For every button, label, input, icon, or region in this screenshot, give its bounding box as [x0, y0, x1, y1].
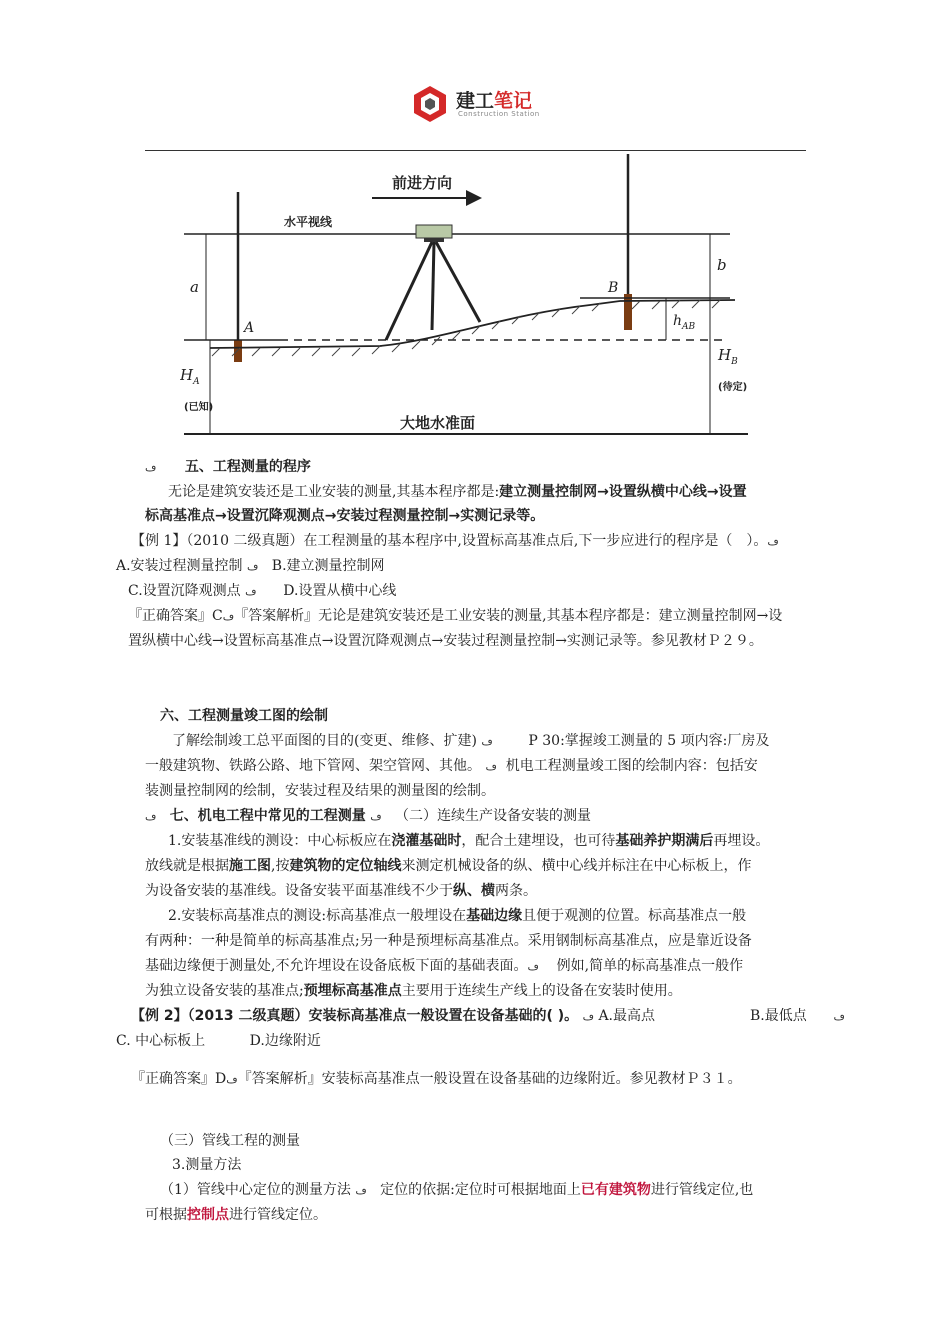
section-6-line2: 一般建筑物、铁路公路、地下管网、架空管网、其他。 ڡ 机电工程测量竣工图的绘制内容：包括安	[145, 758, 758, 774]
logo	[410, 84, 560, 124]
label-b: b	[717, 256, 727, 274]
sight-line-label: 水平视线	[284, 215, 333, 229]
item-2-line3: 基础边缘便于测量处,不允许埋设在设备底板下面的基础表面。ڡ 例如,简单的标高基准点一般作	[145, 958, 744, 974]
marker-icon: ڡ	[527, 960, 539, 973]
section-5-heading-line	[145, 456, 311, 479]
level-instrument	[416, 225, 452, 238]
section-6-heading: 六、工程测量竣工图的绘制	[160, 708, 328, 724]
marker-icon: ڡ	[833, 1010, 845, 1023]
marker-icon: ڡ	[145, 461, 157, 474]
example-1-options-cd: C.设置沉降观测点 ڡ D.设置从横中心线	[128, 583, 397, 599]
marker-icon: ڡ	[582, 1010, 594, 1023]
section-6-line1: 了解绘制竣工总平面图的目的(变更、维修、扩建) ڡ P 30:掌握竣工测量的 5 项内容:厂房及	[172, 733, 770, 749]
label-hb: $H_B$	[718, 346, 738, 367]
item-2-line2: 有两种：一种是简单的标高基准点;另一种是预埋标高基准点。采用钢制标高基准点，应是靠近设备	[145, 933, 752, 949]
marker-icon: ڡ	[222, 610, 235, 623]
label-ha-note: (已知)	[184, 402, 214, 413]
section-3-heading: （三）管线工程的测量	[160, 1133, 300, 1149]
datum-label: 大地水准面	[400, 414, 476, 432]
section-3-method: 3.测量方法	[172, 1157, 242, 1173]
section-5-heading: 五、工程测量的程序	[184, 459, 311, 475]
peg-a	[234, 340, 242, 362]
direction-label: 前进方向	[392, 174, 453, 192]
item-1-line1: 1.安装基准线的测设：中心标板应在浇灌基础时，配合土建埋设，也可待基础养护期满后再埋设。	[168, 833, 770, 849]
tripod-leg-left	[386, 242, 432, 340]
section-7-heading: 七、机电工程中常见的工程测量	[169, 808, 366, 824]
label-point-b: B	[608, 280, 619, 296]
example-2-options-cd: C. 中心标板上 D.边缘附近	[116, 1033, 321, 1049]
marker-icon: ڡ	[370, 810, 382, 823]
label-a: a	[190, 278, 199, 296]
item-2-line1: 2.安装标高基准点的测设:标高基准点一般埋设在基础边缘且便于观测的位置。标高基准点一般	[168, 908, 747, 924]
logo-mark-icon	[410, 84, 450, 124]
section-5-p1-line2: 标高基准点→设置沉降观测点→安装过程测量控制→实测记录等。	[145, 508, 545, 524]
label-ha: $H_A$	[180, 366, 200, 387]
example-1-answer-line2: 置纵横中心线→设置标高基准点→设置沉降观测点→安装过程测量控制→实测记录等。参见教材Ｐ２９。	[128, 633, 763, 649]
marker-icon: ڡ	[145, 810, 157, 823]
item-2-line4: 为独立设备安装的基准点;预埋标高基准点主要用于连续生产线上的设备在安装时使用。	[145, 983, 682, 999]
label-point-a: A	[244, 320, 255, 336]
example-1-answer-line1: 『正确答案』Cڡ『答案解析』无论是建筑安装还是工业安装的测量,其基本程序都是：建立测量控制网→设	[128, 608, 783, 624]
marker-icon: ڡ	[355, 1184, 367, 1197]
example-2-option-b: B.最低点 ڡ	[750, 1008, 845, 1024]
tripod-leg-right	[436, 242, 480, 322]
section-3-line2: 可根据控制点进行管线定位。	[145, 1207, 327, 1223]
marker-icon: ڡ	[245, 585, 257, 598]
example-2-answer: 『正确答案』Dڡ『答案解析』安装标高基准点一般设置在设备基础的边缘附近。参见教材Ｐ３１。	[131, 1071, 742, 1087]
section-3-line1: （1）管线中心定位的测量方法 ڡ 定位的依据:定位时可根据地面上已有建筑物进行管线定位,也	[160, 1182, 754, 1198]
example-1-options-ab: A.安装过程测量控制 ڡ B.建立测量控制网	[116, 558, 385, 574]
example-1-question: 【例 1】（2010 二级真题）在工程测量的基本程序中,设置标高基准点后,下一步应进行的程序是（ ）。ڡ	[131, 533, 779, 549]
logo-subtitle: Construction Station	[458, 110, 540, 118]
section-6-line3: 装测量控制网的绘制，安装过程及结果的测量图的绘制。	[145, 783, 495, 799]
tripod-leg-mid	[432, 242, 434, 330]
item-1-line3: 为设备安装的基准线。设备安装平面基准线不少于纵、横两条。	[145, 883, 537, 899]
marker-icon: ڡ	[767, 535, 779, 548]
section-7-sub2: （二）连续生产设备安装的测量	[394, 808, 591, 824]
section-7-heading-line	[145, 805, 591, 828]
peg-b	[624, 294, 632, 330]
label-hab: $h_{AB}$	[673, 313, 696, 332]
marker-icon: ڡ	[485, 760, 497, 773]
item-1-line2: 放线就是根据施工图,按建筑物的定位轴线来测定机械设备的纵、横中心线并标注在中心标板上，作	[145, 858, 752, 874]
instrument-base	[424, 238, 444, 242]
marker-icon: ڡ	[226, 1073, 238, 1086]
section-5-p1-line1: 无论是建筑安装还是工业安装的测量,其基本程序都是:建立测量控制网→设置纵横中心线→设置	[168, 484, 747, 500]
example-2-question: 【例 2】（2013 二级真题）安装标高基准点一般设置在设备基础的( )。 ڡ A.最高点	[131, 1008, 655, 1024]
logo-name: 建工笔记	[456, 90, 533, 112]
marker-icon: ڡ	[247, 560, 259, 573]
leveling-diagram	[180, 150, 760, 445]
marker-icon: ڡ	[481, 735, 493, 748]
label-hb-note: (待定)	[718, 382, 748, 393]
